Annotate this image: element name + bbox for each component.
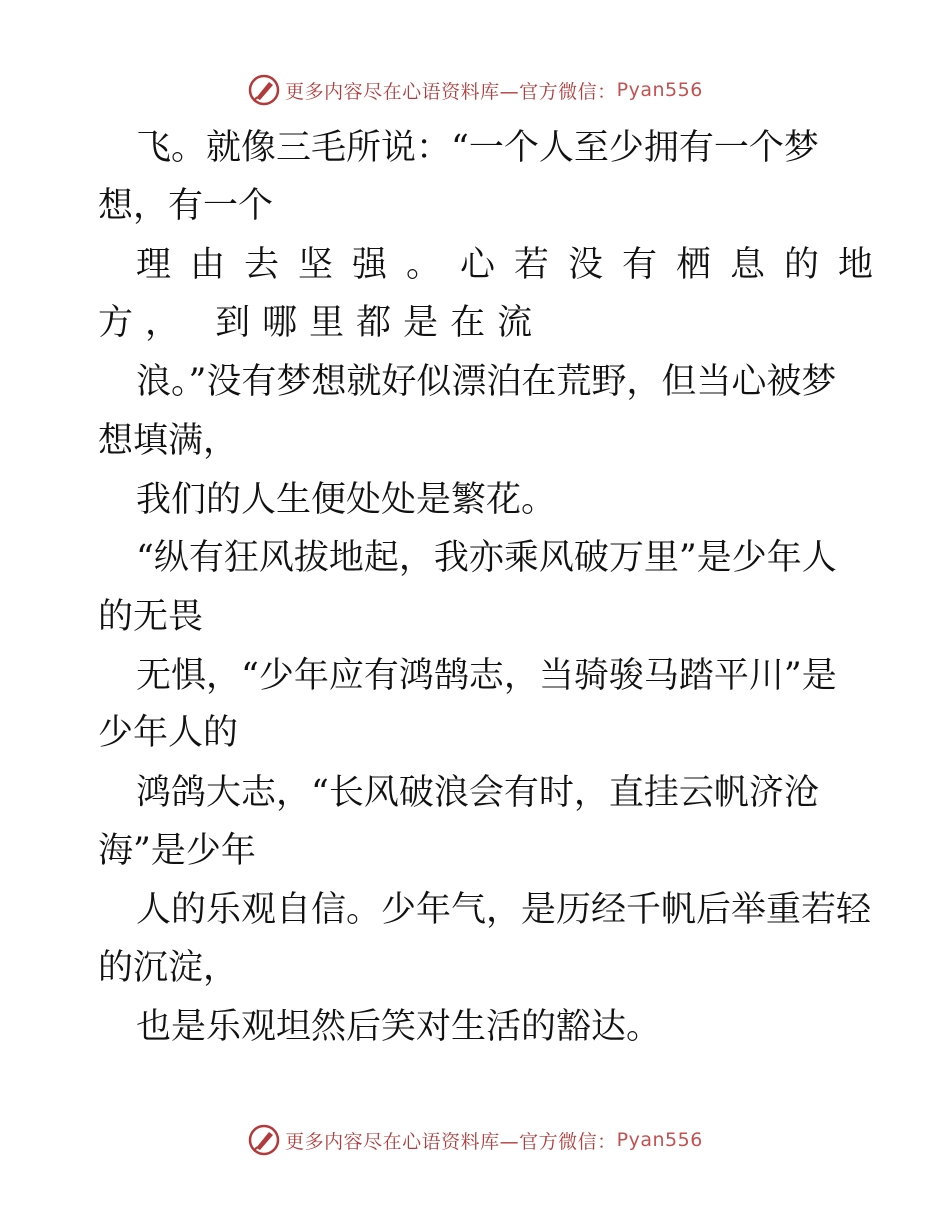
pen-logo-icon <box>247 1123 281 1157</box>
text-line: 想填满， <box>98 421 239 461</box>
header-watermark <box>0 72 950 108</box>
text-line: 人的乐观自信。少年气，是历经千帆后举重若轻 <box>136 890 872 930</box>
watermark-wechat-id: Pyan556 <box>616 79 703 101</box>
text-line: 无惧，“少年应有鸿鹄志，当骑骏马踏平川”是 <box>136 656 837 696</box>
text-line: 的无畏 <box>98 597 204 637</box>
text-line: “纵有狂风拔地起，我亦乘风破万里”是少年人 <box>136 538 837 578</box>
text-line: 理由去坚强。心若没有栖息的地 <box>136 245 893 285</box>
text-line: 飞。就像三毛所说：“一个人至少拥有一个梦 <box>136 128 819 168</box>
watermark-text: 更多内容尽在心语资料库—官方微信： <box>285 1130 617 1153</box>
pen-logo-icon <box>247 73 281 107</box>
footer-watermark <box>0 1122 950 1158</box>
text-line: 想，有一个 <box>98 186 274 226</box>
watermark-wechat-id: Pyan556 <box>616 1129 703 1151</box>
text-line: 的沉淀， <box>98 948 239 988</box>
text-line: 鸿鸽大志，“长风破浪会有时，直挂云帆济沧 <box>136 773 819 813</box>
text-line: 方， 到哪里都是在流 <box>98 303 545 343</box>
text-line: 少年人的 <box>98 713 239 753</box>
text-line: 也是乐观坦然后笑对生活的豁达。 <box>136 1007 662 1047</box>
text-line: 海”是少年 <box>98 831 256 871</box>
text-line: 我们的人生便处处是繁花。 <box>136 480 557 520</box>
watermark-text: 更多内容尽在心语资料库—官方微信： <box>285 80 617 103</box>
text-line: 浪。”没有梦想就好似漂泊在荒野，但当心被梦 <box>136 362 837 402</box>
